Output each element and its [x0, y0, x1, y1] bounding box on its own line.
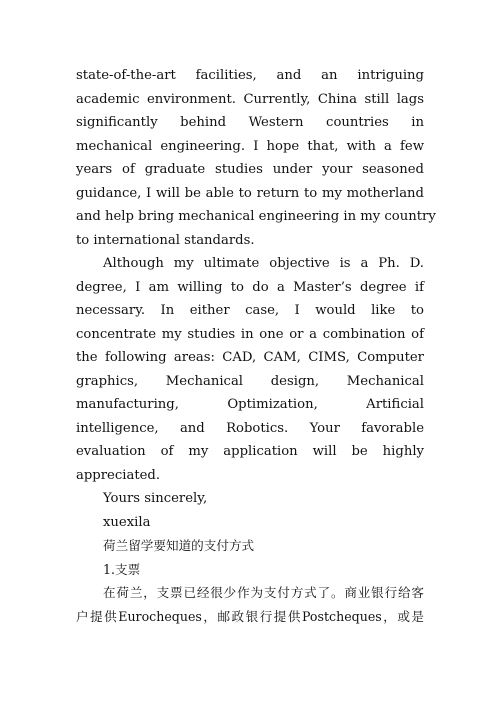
text-line: the following areas: CAD, CAM, CIMS, Computer: [76, 350, 424, 365]
text-line: state-of-the-art facilities, and an intriguing: [76, 68, 424, 83]
paragraph-objective: [76, 252, 424, 487]
text-line: and help bring mechanical engineering in my country: [76, 209, 436, 224]
text-line: years of graduate studies under your seasoned: [76, 162, 424, 177]
text-line: concentrate my studies in one or a combination of: [76, 326, 424, 342]
text-line: appreciated.: [76, 467, 161, 483]
text-line: to international standards.: [76, 232, 255, 248]
signature: xuexila: [103, 514, 151, 530]
text-line: academic environment. Currently, China still lags: [76, 91, 424, 107]
text-line: graphics, Mechanical design, Mechanical: [76, 373, 424, 389]
closing-salutation: Yours sincerely,: [103, 491, 208, 506]
text-line: necessary. In either case, I would like to: [76, 303, 424, 318]
text-line: manufacturing, Optimization, Artificial: [76, 397, 424, 412]
paragraph-motivation: [76, 64, 436, 252]
text-line: intelligence, and Robotics. Your favorable: [76, 420, 424, 436]
text-line: significantly behind Western countries in: [76, 115, 424, 130]
text-line: evaluation of my application will be highly: [76, 444, 424, 459]
text-line: 在荷兰，支票已经很少作为支付方式了。商业银行给客: [103, 585, 424, 600]
text-line: degree, I am willing to do a Master’s degree if: [76, 279, 424, 295]
section-subheading: 1.支票: [103, 561, 141, 577]
section-heading: 荷兰留学要知道的支付方式: [103, 538, 255, 553]
document-body: [76, 64, 436, 628]
text-line: Although my ultimate objective is a Ph. D.: [103, 256, 424, 271]
text-line: 户提供Eurocheques，邮政银行提供Postcheques，或是: [76, 608, 424, 624]
text-line: mechanical engineering. I hope that, with a few: [76, 138, 424, 154]
text-line: guidance, I will be able to return to my motherland: [76, 185, 424, 201]
